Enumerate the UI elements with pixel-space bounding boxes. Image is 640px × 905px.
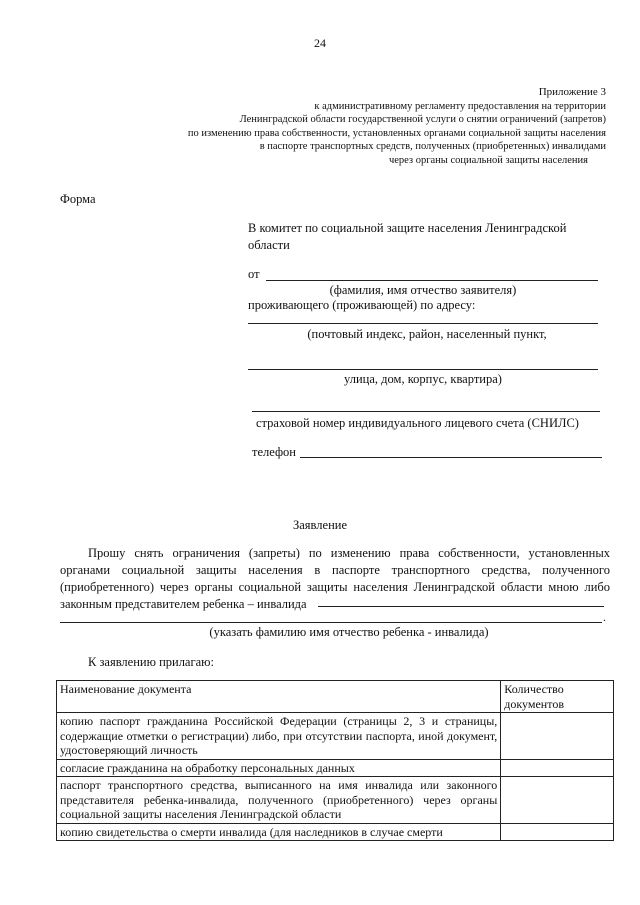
document-name: согласие гражданина на обработку персональных данных <box>57 759 501 777</box>
street-address-field[interactable] <box>248 369 598 370</box>
table-header: Количество документов <box>501 681 614 713</box>
table-row <box>57 759 614 777</box>
addressee-line: В комитет по социальной защите населения Ленинградской <box>248 221 567 235</box>
appendix-line: через органы социальной защиты населения <box>388 154 588 166</box>
table-row <box>57 713 614 760</box>
snils-field[interactable] <box>252 411 600 412</box>
phone-label: телефон <box>252 445 296 459</box>
document-count[interactable] <box>501 713 614 760</box>
statement-text <box>60 545 610 613</box>
from-caption: (фамилия, имя отчество заявителя) <box>329 283 517 297</box>
addressee-to <box>248 220 598 254</box>
documents-table <box>56 680 614 841</box>
child-name-field-line2[interactable] <box>60 622 602 623</box>
street-caption: улица, дом, корпус, квартира) <box>344 372 502 386</box>
form-label: Форма <box>60 192 96 206</box>
document-name: копию свидетельства о смерти инвалида (для наследников в случае смерти <box>57 823 501 841</box>
appendix-line: в паспорте транспортных средств, полученных (приобретенных) инвалидами <box>259 141 606 152</box>
postal-address-field[interactable] <box>248 323 598 324</box>
postal-caption: (почтовый индекс, район, населенный пункт, <box>307 327 547 341</box>
child-name-field[interactable] <box>318 606 604 607</box>
appendix-line: Ленинградской области государственной услуги о снятии ограничений (запретов) <box>239 114 606 125</box>
appendix-line: к административному регламенту предоставления на территории <box>314 100 606 112</box>
snils-caption: страховой номер индивидуального лицевого счета (СНИЛС) <box>256 416 579 430</box>
document-name: паспорт транспортного средства, выписанного на имя инвалида или законного представителя ребенка-инвалида, полученного (приобретенного) через органы социальной защиты населения Ленинградской области <box>57 777 501 824</box>
addressee-line: области <box>248 238 290 252</box>
page-number: 24 <box>314 36 326 50</box>
document-count[interactable] <box>501 823 614 841</box>
table-header: Наименование документа <box>57 681 501 713</box>
child-period: . <box>603 610 606 624</box>
table-row <box>57 823 614 841</box>
child-caption: (указать фамилию имя отчество ребенка - инвалида) <box>209 625 489 639</box>
applicant-name-field[interactable] <box>266 280 598 281</box>
table-row <box>57 777 614 824</box>
phone-field[interactable] <box>300 457 602 458</box>
statement-title: Заявление <box>292 518 347 532</box>
from-label: от <box>248 267 260 281</box>
document-count[interactable] <box>501 759 614 777</box>
appendix-title: Приложение 3 <box>538 86 606 98</box>
residing-label: проживающего (проживающей) по адресу: <box>248 298 476 312</box>
appendix-line: по изменению права собственности, установленных органами социальной защиты населения <box>187 127 606 139</box>
table-header-row <box>57 681 614 713</box>
attach-label: К заявлению прилагаю: <box>88 655 214 669</box>
document-count[interactable] <box>501 777 614 824</box>
statement-body: Прошу снять ограничения (запреты) по изменению права собственности, установленных органами социальной защиты населения в паспорте транспортного средства, полученного (приобретенного) через органы социальной защиты населения Ленинградской области мною либо законным представителем ребенка – инвалида <box>60 546 610 611</box>
appendix-header <box>188 86 606 167</box>
document-name: копию паспорт гражданина Российской Федерации (страницы 2, 3 и страницы, содержащие отметки о регистрации) либо, при отсутствии паспорта, иной документ, удостоверяющий личность <box>57 713 501 760</box>
